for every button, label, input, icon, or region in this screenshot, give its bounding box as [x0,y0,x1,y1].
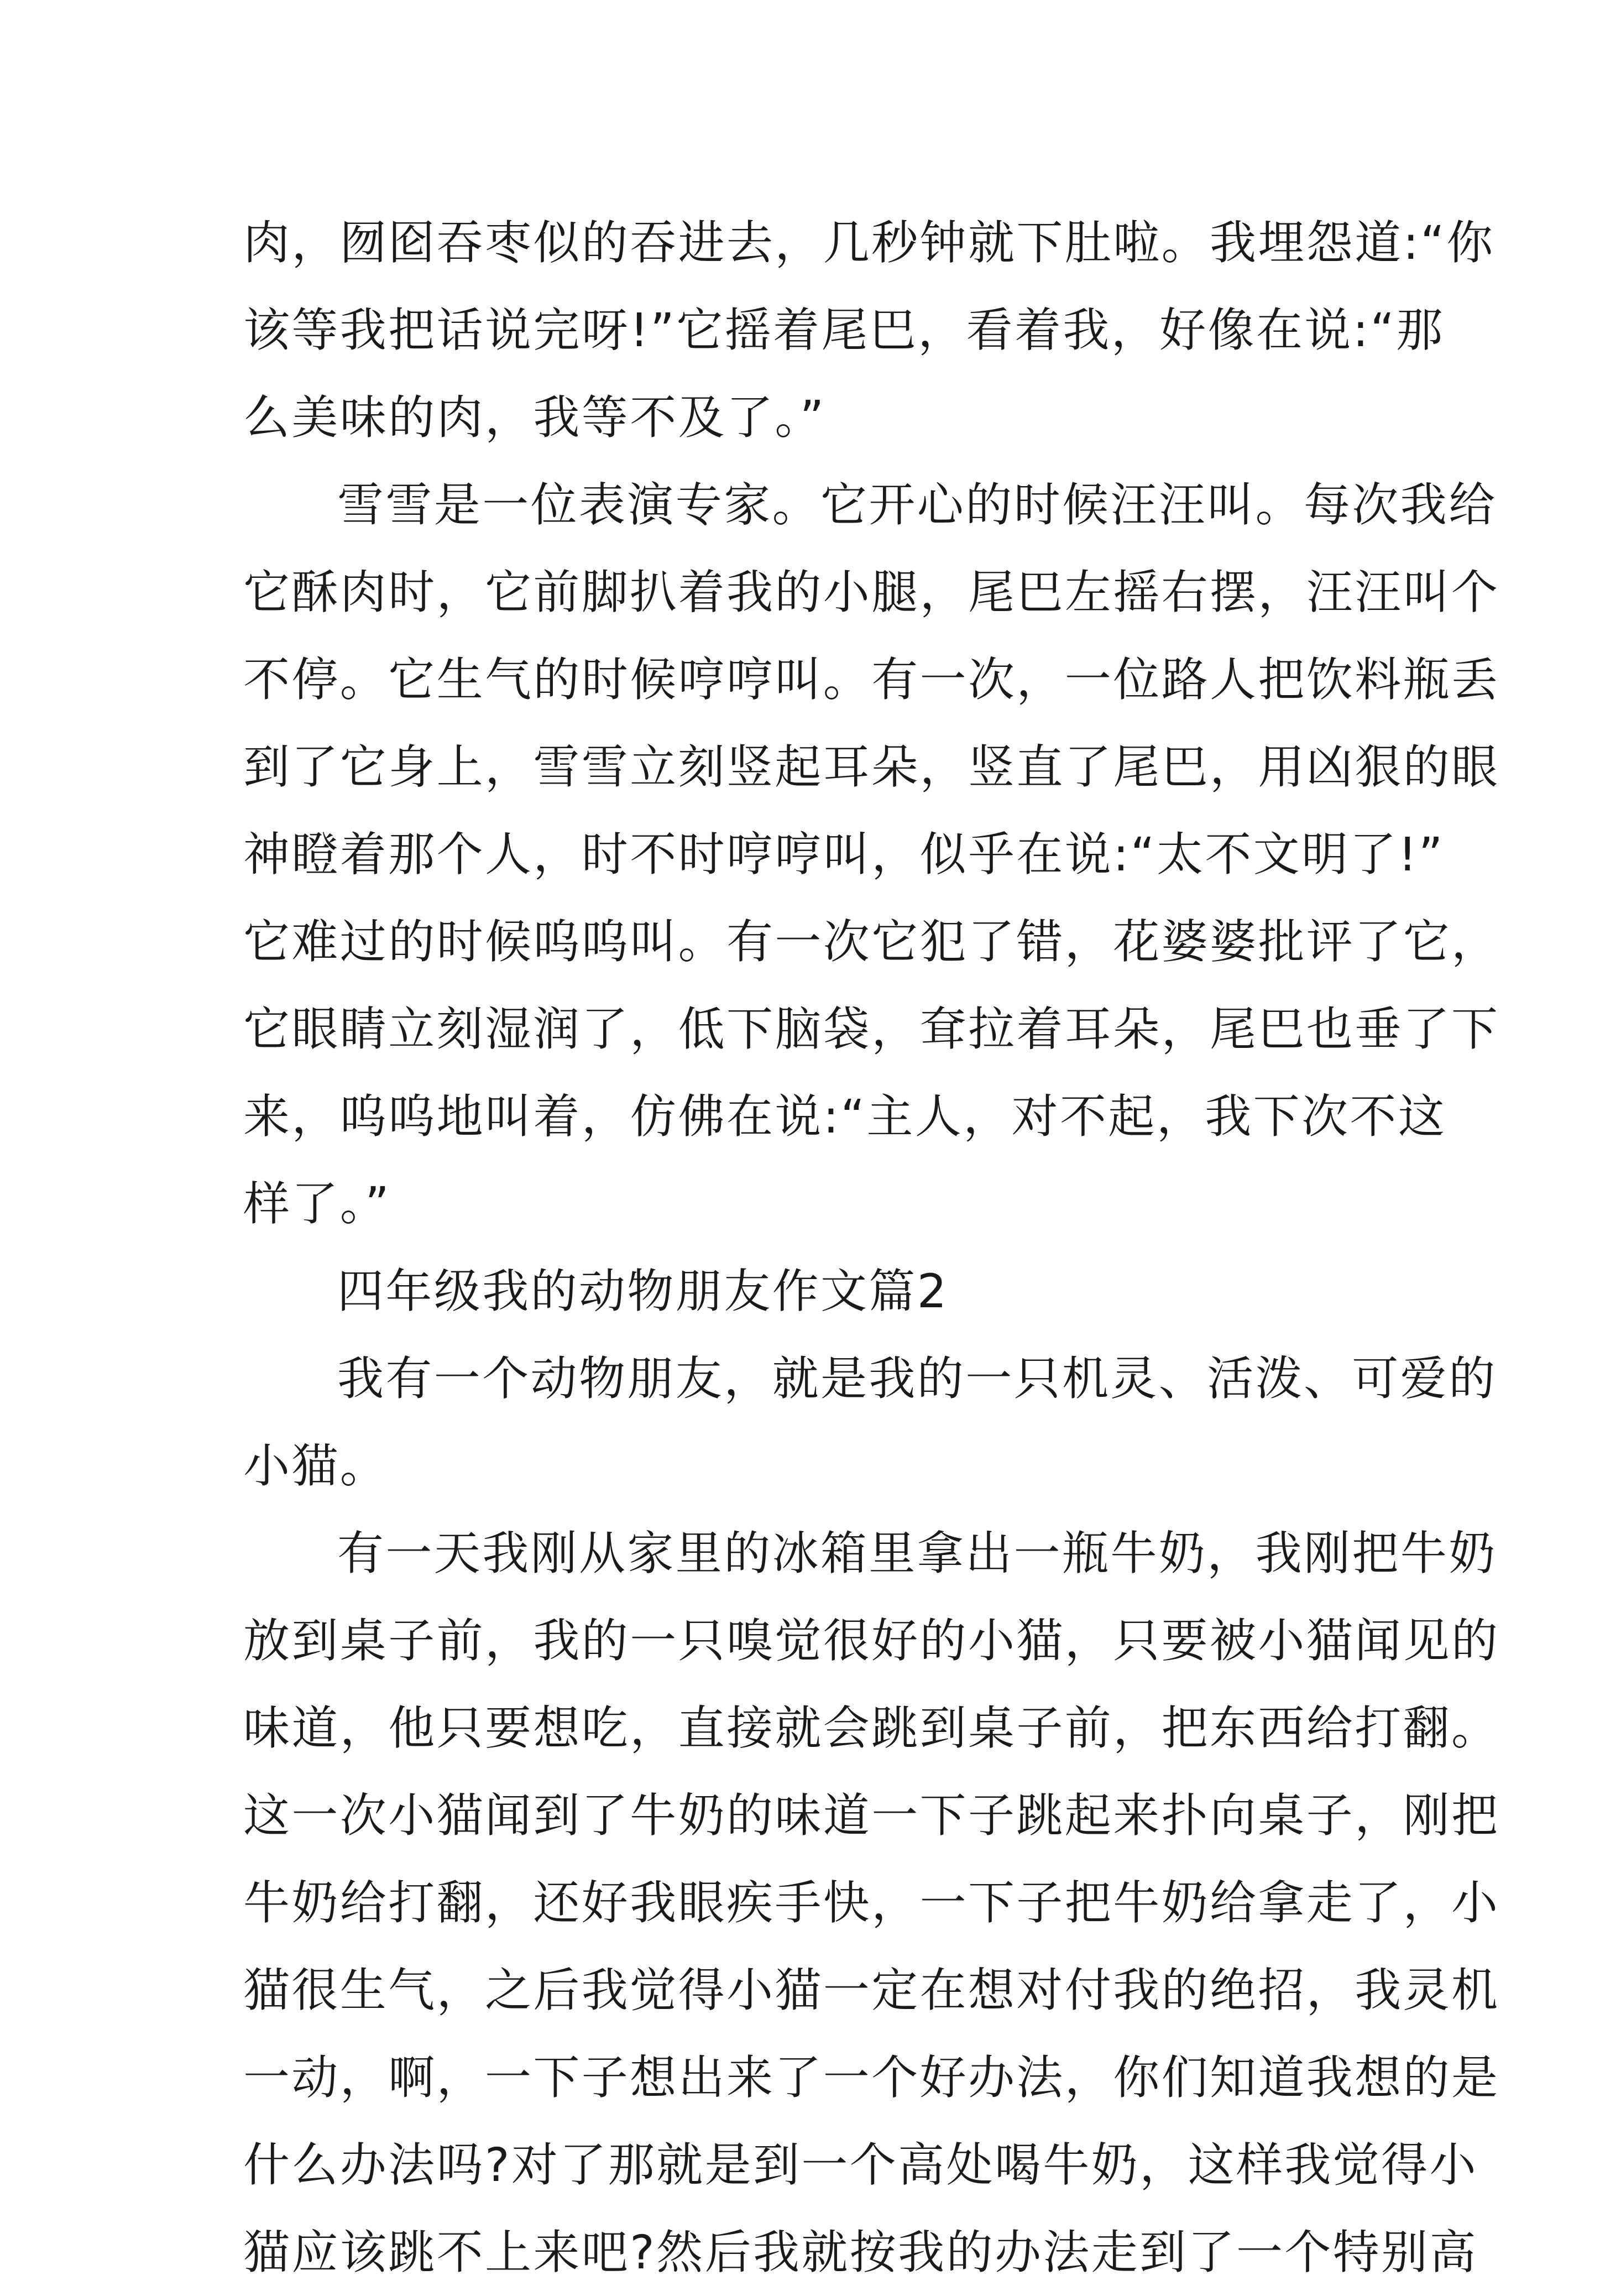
text-line: 味道，他只要想吃，直接就会跳到桌子前，把东西给打翻。 [243,1701,1500,1755]
text-line: 么美味的肉，我等不及了。” [243,390,826,445]
text-line: 该等我把话说完呀!”它摇着尾巴，看着我，好像在说:“那 [243,303,1445,357]
text-line: 我有一个动物朋友，就是我的一只机灵、活泼、可爱的 [337,1351,1497,1406]
text-line: 神瞪着那个人，时不时哼哼叫，似乎在说:“太不文明了!” [243,827,1445,881]
text-line: 来，呜呜地叫着，仿佛在说:“主人，对不起，我下次不这 [243,1089,1447,1144]
text-line: 放到桌子前，我的一只嗅觉很好的小猫，只要被小猫闻见的 [243,1614,1500,1668]
text-line: 到了它身上，雪雪立刻竖起耳朵，竖直了尾巴，用凶狠的眼 [243,740,1500,794]
text-line: 牛奶给打翻，还好我眼疾手快，一下子把牛奶给拿走了，小 [243,1876,1500,1930]
text-line: 样了。” [243,1177,391,1231]
paragraph [243,1510,1500,2296]
document-body [243,199,1500,2296]
section-heading [243,1248,1371,1335]
paragraph [243,1335,1497,1510]
text-line: 小猫。 [243,1439,389,1493]
text-line: 它眼睛立刻湿润了，低下脑袋，耷拉着耳朵，尾巴也垂了下 [243,1002,1500,1056]
text-line: 猫很生气，之后我觉得小猫一定在想对付我的绝招，我灵机 [243,1963,1500,2017]
text-line: 猫应该跳不上来吧?然后我就按我的办法走到了一个特别高 [243,2225,1478,2279]
text-line: 有一天我刚从家里的冰箱里拿出一瓶牛奶，我刚把牛奶 [337,1526,1497,1580]
text-line: 什么办法吗?对了那就是到一个高处喝牛奶，这样我觉得小 [243,2138,1478,2192]
paragraph [243,199,1495,461]
text-line: 它酥肉时，它前脚扒着我的小腿，尾巴左摇右摆，汪汪叫个 [243,565,1500,619]
text-line: 不停。它生气的时候哼哼叫。有一次，一位路人把饮料瓶丢 [243,653,1500,707]
text-line: 雪雪是一位表演专家。它开心的时候汪汪叫。每次我给 [337,478,1497,532]
text-line: 它难过的时候呜呜叫。有一次它犯了错，花婆婆批评了它， [243,915,1500,969]
text-line: 四年级我的动物朋友作文篇2 [337,1264,949,1318]
text-line: 这一次小猫闻到了牛奶的味道一下子跳起来扑向桌子，刚把 [243,1788,1500,1843]
text-line: 一动，啊，一下子想出来了一个好办法，你们知道我想的是 [243,2050,1500,2105]
text-line: 肉，囫囵吞枣似的吞进去，几秒钟就下肚啦。我埋怨道:“你 [243,216,1495,270]
paragraph [243,461,1500,1248]
